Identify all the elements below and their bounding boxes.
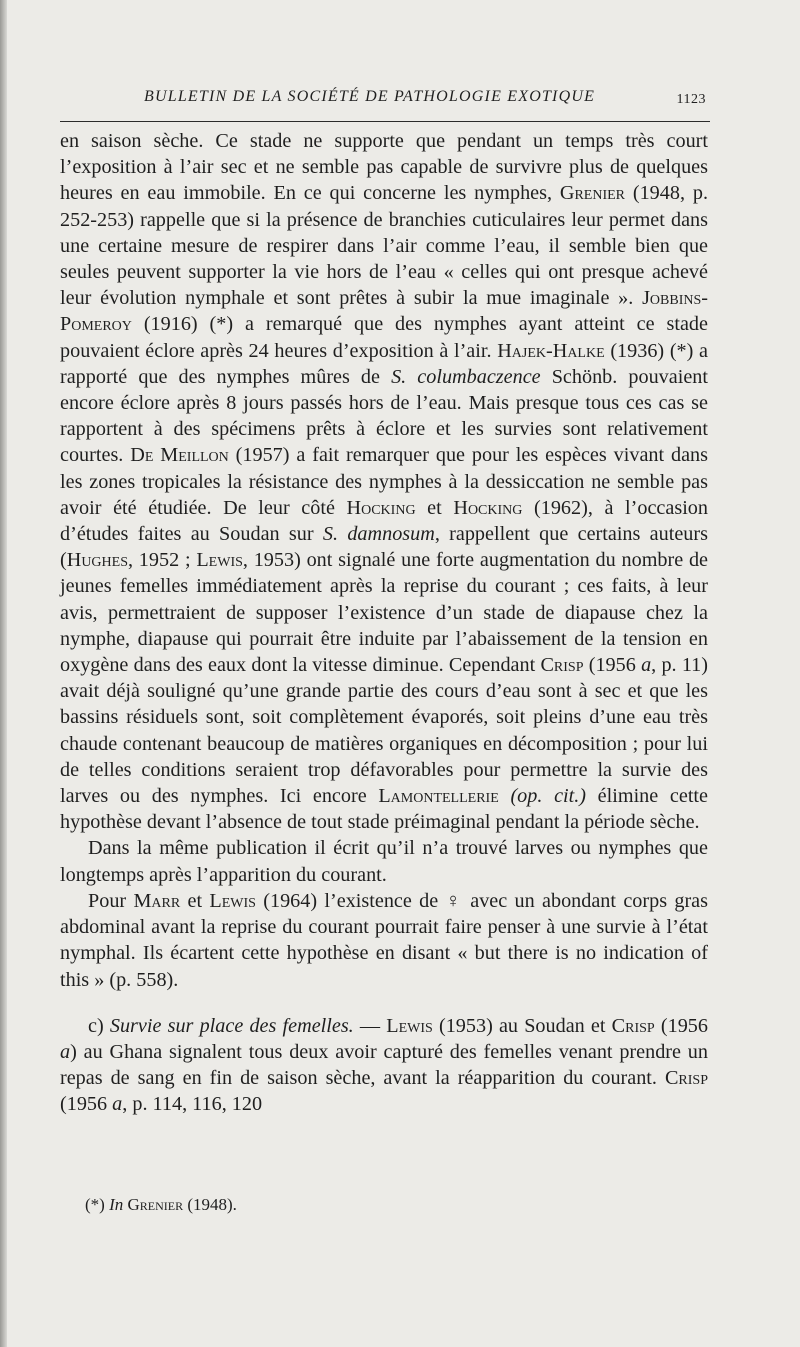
text-run: , p. 114, 116, 120 xyxy=(122,1093,263,1116)
author-name: Grenier xyxy=(559,182,626,205)
author-name: De Meillon xyxy=(130,444,229,467)
text-run: (1953) au Soudan et xyxy=(432,1014,612,1037)
species-name: S. columbaczence xyxy=(391,365,541,388)
text-run: (1936) (*) a rapporté que des nymphes mûres de xyxy=(60,339,708,388)
text-run: (1956 xyxy=(583,654,642,677)
page-number: 1123 xyxy=(676,92,706,107)
author-name: Hocking xyxy=(346,496,416,519)
footnote-in: In xyxy=(109,1195,124,1214)
author-name: Marr xyxy=(133,889,181,912)
citation-letter: a xyxy=(60,1040,71,1063)
text-run: (1956 xyxy=(60,1093,113,1116)
running-header xyxy=(60,84,710,114)
author-name: Hajek-Halke xyxy=(497,339,605,362)
text-run: élimine cette hypothèse devant l’absence de tout stade préimaginal pendant la période sèche. xyxy=(60,785,708,834)
author-name: Lamontellerie xyxy=(378,785,499,808)
citation-letter: a xyxy=(641,654,652,677)
text-run: (1916) (*) a remarqué que des nymphes ayant atteint ce stade pouvaient éclore après 24 heures d’exposition à l’air. xyxy=(60,313,708,362)
species-name: S. damnosum xyxy=(322,523,435,546)
text-run: , p. 11) avait déjà souligné qu’une grande partie des cours d’eau sont à sec et que les bassins résiduels sont, soit complètement évaporés, soit pleins d’une eau très chaude contenant beaucoup de matières organiques en décomposition ; pour lui de telles conditions seraient trop défavorables pour permettre la survie des larves ou des nymphes. Ici encore xyxy=(60,654,708,808)
citation-letter: a xyxy=(112,1093,123,1116)
text-run: c) xyxy=(88,1014,110,1037)
text-run xyxy=(499,785,511,807)
author-name: Grenier xyxy=(127,1195,184,1214)
footnote xyxy=(85,1194,237,1216)
header-rule xyxy=(60,121,710,122)
text-run: et xyxy=(180,889,210,912)
text-run: Pour xyxy=(88,889,134,912)
page-edge-shadow xyxy=(0,0,7,1347)
text-run: — xyxy=(353,1014,387,1037)
text-run: ) au Ghana signalent tous deux avoir capturé des femelles venant prendre un repas de sang en fin de saison sèche, avant la réapparition du courant. xyxy=(60,1040,708,1090)
author-name: Crisp xyxy=(540,654,584,677)
author-name: Jobbins-Pomeroy xyxy=(60,287,708,336)
paragraph-1 xyxy=(60,128,708,835)
text-run: , 1952 ; xyxy=(127,549,197,572)
text-run: (1962), à l’occasion d’études faites au Soudan sur xyxy=(60,496,708,546)
journal-title: BULLETIN DE LA SOCIÉTÉ DE PATHOLOGIE EXOTIQUE xyxy=(144,88,596,105)
author-name: Crisp xyxy=(611,1014,655,1037)
paragraph-3 xyxy=(60,888,708,993)
author-name: Hocking xyxy=(453,496,523,519)
text-run: en saison sèche. Ce stade ne supporte que pendant un temps très court l’exposition à l’air sec et ne semble pas capable de survivre plus de quelques heures en eau immobile. En ce qui concerne les nymphes, xyxy=(60,130,708,205)
text-run: , rappellent que certains auteurs ( xyxy=(60,523,708,572)
text-run: (1948, p. 252-253) rappelle que si la présence de branchies cuticulaires leur permet dans une certaine mesure de respirer dans l’air comme l’eau, il semble bien que seules peuvent supporter la vie hors de l’eau « celles qui ont presque achevé leur évolution nymphale et sont prêtes à subir la mue imaginale ». xyxy=(60,182,708,310)
text-run: (1964) l’existence de ♀ avec un abondant corps gras abdominal avant la reprise du courant pourrait faire penser à une survie à l’état nymphal. Ils écartent cette hypothèse en disant « but there is no indication of this » (p. 558). xyxy=(60,889,708,991)
footnote-mark: (*) xyxy=(85,1195,110,1214)
author-name: Lewis xyxy=(196,549,243,572)
author-name: Lewis xyxy=(209,889,256,912)
paragraph-2: Dans la même publication il écrit qu’il n’a trouvé larves ou nymphes que longtemps après l’apparition du courant. xyxy=(60,837,708,886)
text-run: (1957) a fait remarquer que pour les espèces vivant dans les zones tropicales la résistance des nymphes à la dessiccation ne semble pas avoir été étudiée. De leur côté xyxy=(60,444,709,519)
text-run: , 1953) ont signalé une forte augmentation du nombre de jeunes femelles immédiatement après la reprise du courant ; ces faits, à leur avis, permettraient de supposer l’existence d’un stade de diapause chez la nymphe, diapause qui pourrait être induite par l’abaissement de la tension en oxygène dans des eaux dont la vitesse diminue. Cependant xyxy=(60,549,709,677)
text-run: Schönb. pouvaient encore éclore après 8 jours passés hors de l’eau. Mais presque tous ces cas se rapportent à des spécimens prêts à éclore et les survies sont relativement courtes. xyxy=(60,365,708,467)
text-run: (1956 xyxy=(654,1014,708,1037)
section-heading: Survie sur place des femelles. xyxy=(109,1014,354,1037)
author-name: Lewis xyxy=(386,1014,433,1037)
paragraph-4 xyxy=(60,1013,708,1118)
author-name: Crisp xyxy=(664,1067,708,1090)
body-text xyxy=(60,128,708,1118)
op-cit: (op. cit.) xyxy=(510,785,587,808)
text-run: et xyxy=(415,496,454,519)
text-run: (1948). xyxy=(183,1195,237,1214)
author-name: Hughes xyxy=(66,549,128,572)
